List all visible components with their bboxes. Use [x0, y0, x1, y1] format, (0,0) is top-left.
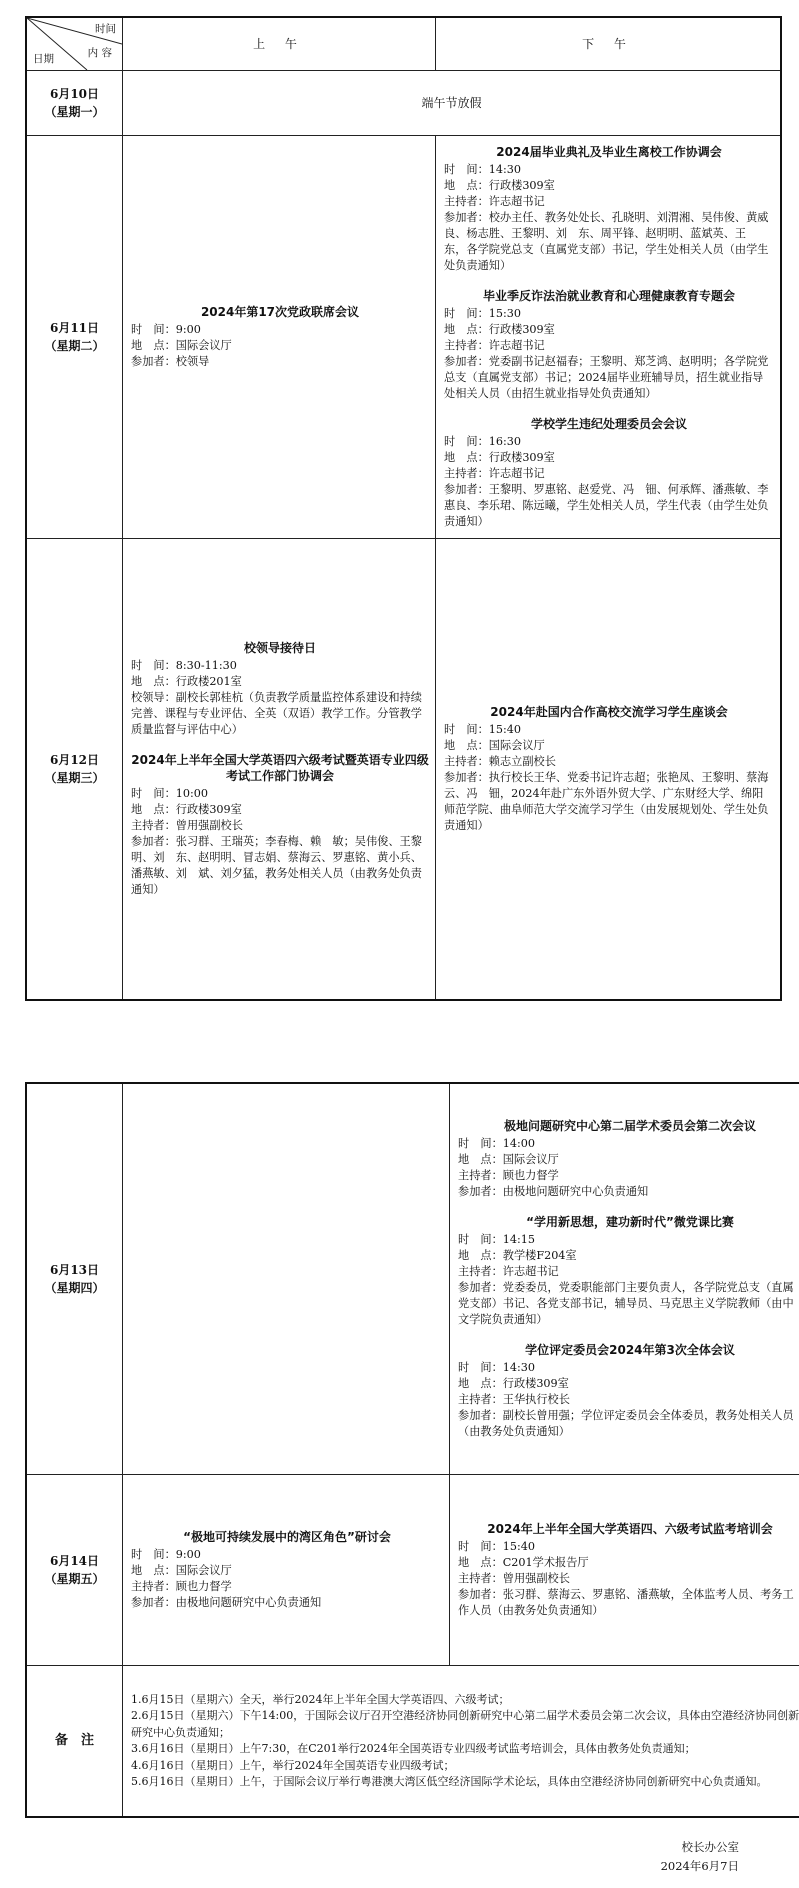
- notes-label: 备 注: [26, 1666, 123, 1818]
- meeting-detail-line: 参加者：执行校长王华、党委书记许志超；张艳凤、王黎明、蔡海云、冯 钿，2024年赴广东外语外贸大学、广东财经大学、绵阳师范学院、曲阜师范大学交流学习学生（由发展规划处、学生处负责通知）: [444, 771, 769, 832]
- meeting-detail-line: 时 间：14:30: [458, 1361, 535, 1374]
- weekday-label: （星期一）: [44, 105, 105, 119]
- meeting-detail-line: 地 点：国际会议厅: [458, 1153, 559, 1166]
- meeting-detail-line: 主持者：许志超书记: [444, 339, 545, 352]
- meeting-block: [131, 304, 429, 370]
- date-label: 6月13日: [49, 1263, 100, 1277]
- meeting-block: [444, 416, 774, 530]
- meeting-detail-line: 主持者：王华执行校长: [458, 1393, 570, 1406]
- meeting-title: “极地可持续发展中的湾区角色”研讨会: [183, 1530, 391, 1544]
- weekday-label: （星期四）: [44, 1281, 105, 1295]
- meeting-detail-line: 主持者：曾用强副校长: [131, 819, 243, 832]
- meeting-detail-line: 主持者：曾用强副校长: [458, 1572, 570, 1585]
- meeting-detail-line: 参加者：校办主任、教务处处长、孔晓明、刘渭湘、吴伟俊、黄威良、杨志胜、王黎明、刘 东、周平锋、赵明明、蓝斌英、王 东，各学院党总支（直属党支部）书记，学生处相关人员（由学生处负责通知）: [444, 211, 769, 272]
- meeting-block: [458, 1342, 799, 1440]
- day-row-0613: [26, 1083, 799, 1475]
- date-label: 6月10日: [49, 87, 100, 101]
- meeting-detail-line: 时 间：14:00: [458, 1137, 535, 1150]
- note-item: 2.6月15日（星期六）下午14:00，于国际会议厅召开空港经济协同创新研究中心第二届学术委员会第二次会议，具体由空港经济协同创新研究中心负责通知；: [131, 1709, 799, 1739]
- meeting-block: [458, 1214, 799, 1328]
- date-cell: [26, 539, 123, 1001]
- meeting-detail-line: 时 间：8:30-11:30: [131, 659, 237, 672]
- meeting-detail-line: 地 点：行政楼309室: [131, 803, 242, 816]
- meeting-detail-line: 参加者：校领导: [131, 355, 210, 368]
- footer-office: 校长办公室: [681, 1840, 739, 1854]
- meeting-detail-line: 参加者：副校长曾用强；学位评定委员会全体委员，教务处相关人员（由教务处负责通知）: [458, 1409, 794, 1438]
- meeting-detail-line: 地 点：国际会议厅: [131, 1564, 232, 1577]
- diag-date-label: 日期: [33, 53, 54, 65]
- morning-cell: [123, 136, 436, 539]
- morning-cell: [123, 539, 436, 1001]
- footer: [661, 1838, 739, 1876]
- afternoon-cell: [450, 1475, 799, 1666]
- meeting-detail-line: 参加者：张习群、王瑞英；李春梅、赖 敏；吴伟俊、王黎明、刘 东、赵明明、冒志娟、蔡海云、罗惠铭、黄小兵、潘燕敏、刘 斌、刘夕猛，教务处相关人员（由教务处负责通知）: [131, 835, 422, 896]
- meeting-detail-line: 主持者：许志超书记: [444, 195, 545, 208]
- schedule-table-part2: [25, 1082, 799, 1818]
- date-cell: [26, 1475, 123, 1666]
- meeting-block: [131, 640, 429, 738]
- meeting-detail-line: 地 点：行政楼309室: [444, 323, 555, 336]
- meeting-detail-line: 参加者：由极地问题研究中心负责通知: [131, 1596, 322, 1609]
- note-item: 5.6月16日（星期日）上午，于国际会议厅举行粤港澳大湾区低空经济国际学术论坛，具体由空港经济协同创新研究中心负责通知。: [131, 1775, 768, 1788]
- meeting-detail-line: 主持者：许志超书记: [458, 1265, 559, 1278]
- meeting-title: 毕业季反诈法治就业教育和心理健康教育专题会: [482, 289, 735, 303]
- meeting-detail-line: 主持者：许志超书记: [444, 467, 545, 480]
- weekday-label: （星期五）: [44, 1572, 105, 1586]
- notes-row: [26, 1666, 799, 1818]
- meeting-detail-line: 时 间：16:30: [444, 435, 521, 448]
- meeting-title: 2024年上半年全国大学英语四六级考试暨英语专业四级考试工作部门协调会: [131, 753, 429, 783]
- meeting-detail-line: 时 间：10:00: [131, 787, 208, 800]
- meeting-detail-line: 参加者：党委副书记赵福春；王黎明、郑芝鸿、赵明明；各学院党总支（直属党支部）书记；2024届毕业班辅导员，招生就业指导处相关人员（由招生就业指导处负责通知）: [444, 355, 769, 400]
- meeting-detail-line: 时 间：15:30: [444, 307, 521, 320]
- meeting-detail-line: 主持者：顾也力督学: [458, 1169, 559, 1182]
- note-item: 4.6月16日（星期日）上午，举行2024年全国英语专业四级考试；: [131, 1758, 455, 1772]
- meeting-detail-line: 参加者：党委委员，党委职能部门主要负责人，各学院党总支（直属党支部）书记、各党支部书记，辅导员、马克思主义学院教师（由中文学院负责通知）: [458, 1281, 794, 1326]
- diag-content-label: 内 容: [87, 47, 112, 59]
- diag-time-label: 时间: [95, 23, 116, 35]
- meeting-detail-line: 地 点：行政楼201室: [131, 675, 242, 688]
- meeting-detail-line: 时 间：14:30: [444, 163, 521, 176]
- meeting-block: [444, 288, 774, 402]
- day-row-0611: [26, 136, 781, 539]
- notes-cell: [123, 1666, 799, 1818]
- day-row-0614: [26, 1475, 799, 1666]
- meeting-detail-line: 时 间：9:00: [131, 1548, 201, 1561]
- diagonal-header-cell: [26, 17, 123, 71]
- header-row: [26, 17, 781, 71]
- afternoon-header: 下 午: [436, 17, 782, 71]
- meeting-detail-line: 地 点：C201学术报告厅: [458, 1556, 589, 1569]
- meeting-detail-line: 地 点：行政楼309室: [444, 179, 555, 192]
- afternoon-cell: [436, 136, 782, 539]
- day-row-0612: [26, 539, 781, 1001]
- date-label: 6月14日: [49, 1554, 100, 1568]
- meeting-block: [458, 1118, 799, 1200]
- meeting-title: 校领导接待日: [243, 641, 316, 655]
- meeting-detail-line: 参加者：王黎明、罗惠铭、赵爱党、冯 钿、何承辉、潘燕敏、李惠良、李乐珺、陈远曦，学生处相关人员，学生代表（由学生处负责通知）: [444, 483, 769, 528]
- date-cell: [26, 1083, 123, 1475]
- meeting-block: [444, 144, 774, 274]
- morning-cell: [123, 1475, 450, 1666]
- meeting-block: [458, 1521, 799, 1619]
- meeting-detail-line: 地 点：国际会议厅: [131, 339, 232, 352]
- meeting-title: 极地问题研究中心第二届学术委员会第二次会议: [503, 1119, 756, 1133]
- meeting-detail-line: 地 点：行政楼309室: [444, 451, 555, 464]
- meeting-detail-line: 主持者：顾也力督学: [131, 1580, 232, 1593]
- meeting-detail-line: 时 间：9:00: [131, 323, 201, 336]
- meeting-detail-line: 时 间：15:40: [444, 723, 521, 736]
- weekday-label: （星期二）: [44, 339, 105, 353]
- meeting-detail-line: 地 点：国际会议厅: [444, 739, 545, 752]
- weekday-label: （星期三）: [44, 771, 105, 785]
- meeting-detail-line: 时 间：14:15: [458, 1233, 535, 1246]
- afternoon-cell: [436, 539, 782, 1001]
- footer-date: 2024年6月7日: [660, 1859, 739, 1873]
- meeting-title: 2024年第17次党政联席会议: [200, 305, 360, 319]
- date-cell: [26, 71, 123, 136]
- date-cell: [26, 136, 123, 539]
- meeting-title: 学校学生违纪处理委员会会议: [530, 417, 687, 431]
- date-label: 6月11日: [49, 321, 100, 335]
- meeting-detail-line: 主持者：赖志立副校长: [444, 755, 556, 768]
- meeting-detail-line: 地 点：教学楼F204室: [458, 1249, 577, 1262]
- day-row-0610: [26, 71, 781, 136]
- meeting-title: 2024届毕业典礼及毕业生离校工作协调会: [496, 145, 722, 159]
- meeting-block: [131, 1529, 443, 1611]
- note-item: 3.6月16日（星期日）上午7:30，在C201举行2024年全国英语专业四级考试监考培训会，具体由教务处负责通知；: [131, 1742, 696, 1755]
- morning-cell: [123, 1083, 450, 1475]
- meeting-detail-line: 参加者：由极地问题研究中心负责通知: [458, 1185, 649, 1198]
- meeting-detail-line: 参加者：张习群、蔡海云、罗惠铭、潘燕敏，全体监考人员、考务工作人员（由教务处负责通知）: [458, 1588, 794, 1617]
- meeting-title: 2024年赴国内合作高校交流学习学生座谈会: [490, 705, 728, 719]
- morning-header: 上 午: [123, 17, 436, 71]
- holiday-cell: 端午节放假: [123, 71, 782, 136]
- meeting-detail-line: 校领导：副校长郭桂杭（负责教学质量监控体系建设和持续完善、课程与专业评估、全英（双语）教学工作。分管教学质量监督与评估中心）: [131, 691, 422, 736]
- meeting-title: 2024年上半年全国大学英语四、六级考试监考培训会: [487, 1522, 773, 1536]
- afternoon-cell: [450, 1083, 799, 1475]
- schedule-table-part1: [25, 16, 782, 1001]
- meeting-title: 学位评定委员会2024年第3次全体会议: [525, 1343, 735, 1357]
- date-label: 6月12日: [49, 753, 100, 767]
- meeting-block: [131, 752, 429, 898]
- note-item: 1.6月15日（星期六）全天，举行2024年上半年全国大学英语四、六级考试；: [131, 1692, 510, 1706]
- meeting-detail-line: 地 点：行政楼309室: [458, 1377, 569, 1390]
- meeting-title: “学用新思想，建功新时代”微党课比赛: [526, 1215, 734, 1229]
- meeting-detail-line: 时 间：15:40: [458, 1540, 535, 1553]
- meeting-block: [444, 704, 774, 834]
